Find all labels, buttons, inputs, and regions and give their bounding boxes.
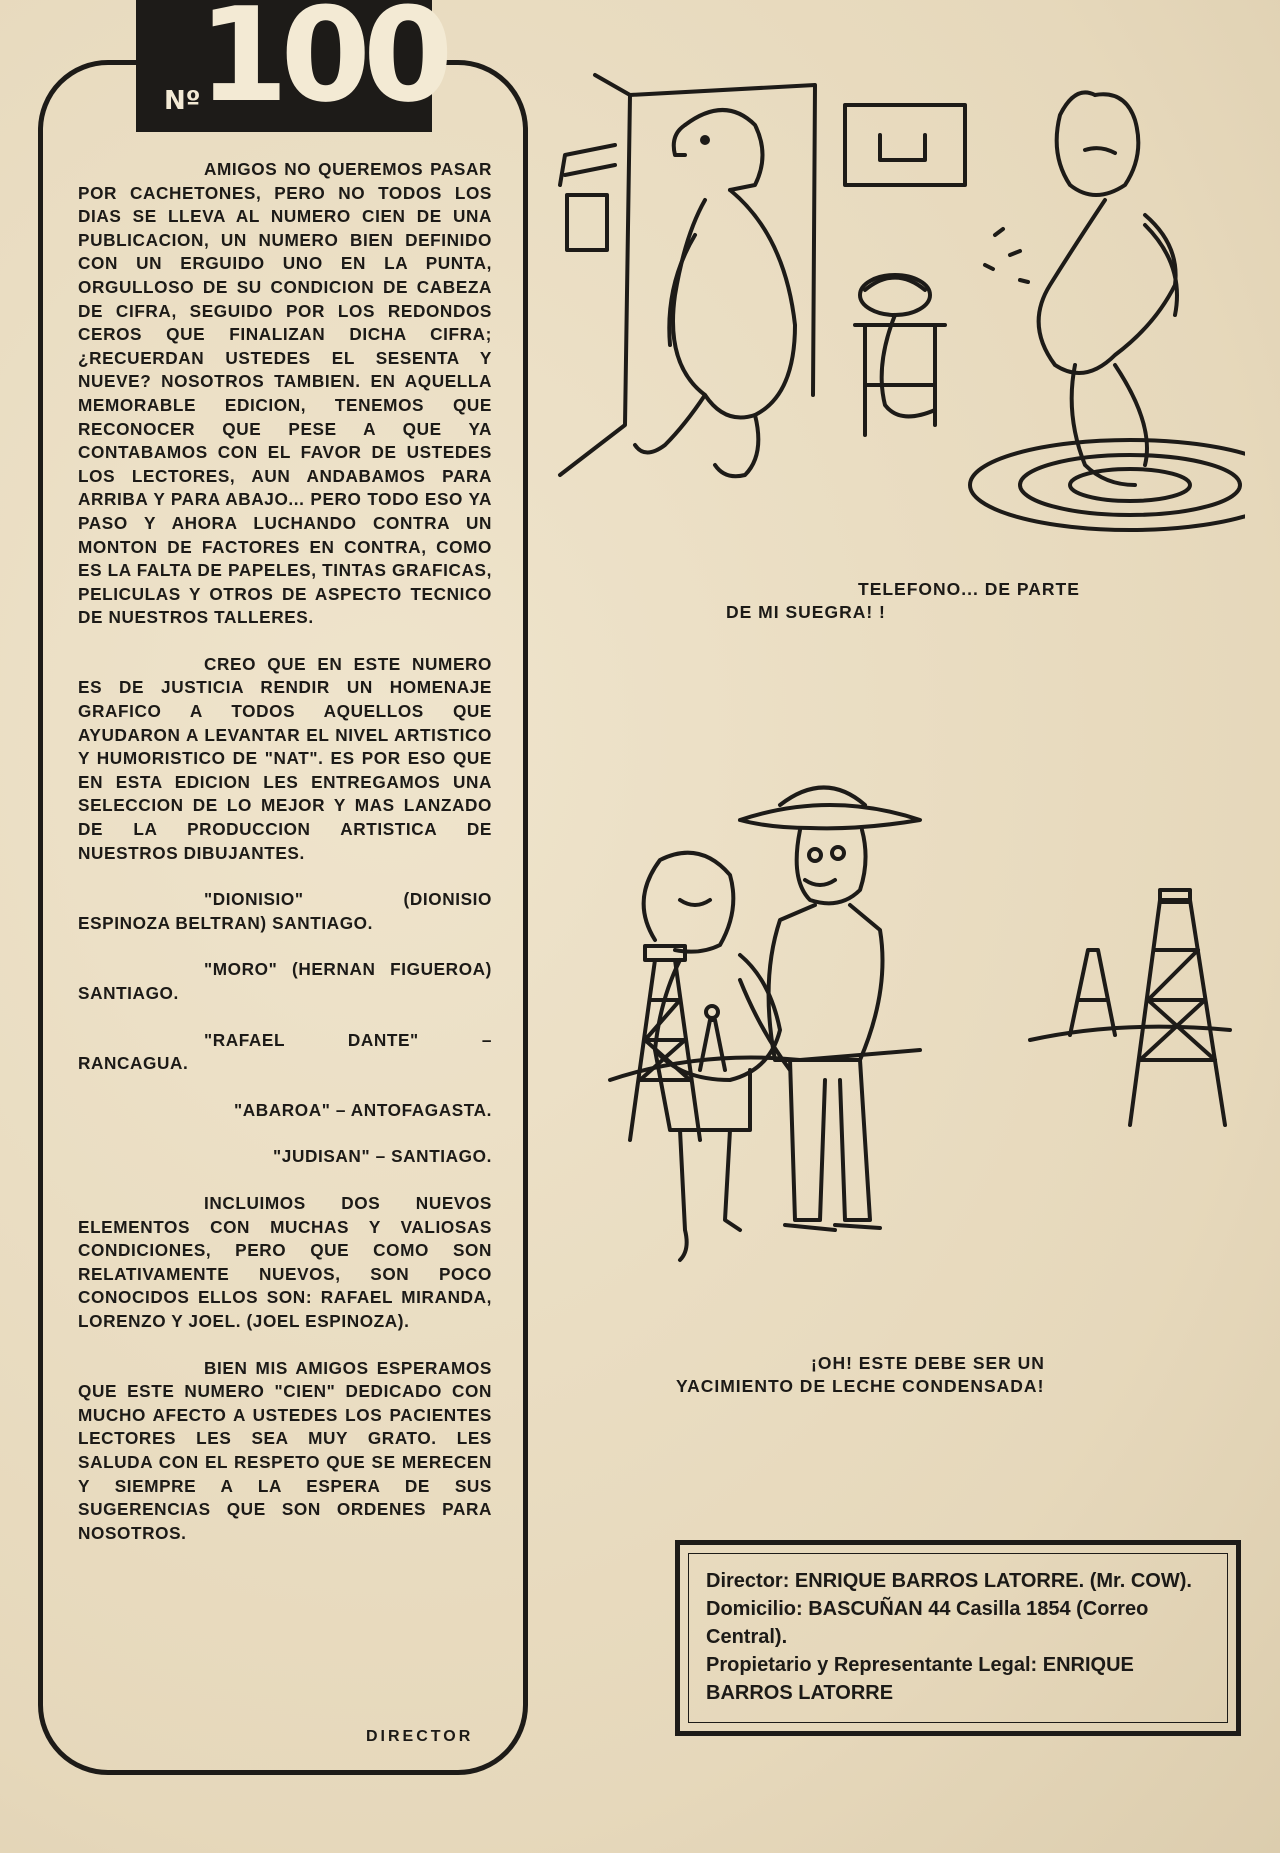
issue-number-prefix: Nº [164,86,201,116]
masthead-address: Domicilio: BASCUÑAN 44 Casilla 1854 (Correo Central). [706,1598,1149,1648]
editorial-paragraph: INCLUIMOS DOS NUEVOS ELEMENTOS CON MUCHAS Y VALIOSAS CONDICIONES, PERO QUE COMO SON RELATIVAMENTE NUEVOS, SON POCO CONOCIDOS ELLOS SON: RAFAEL MIRANDA, LORENZO Y JOEL. (JOEL ESPINOZA). [78,1192,492,1331]
caption-line: DE MI SUEGRA! ! [726,602,886,622]
cartoon-telephone-illustration [555,65,1245,555]
masthead-owner: Propietario y Representante Legal: ENRIQUE BARROS LATORRE [706,1654,1134,1704]
editorial-text [78,158,492,1568]
editorial-paragraph: AMIGOS NO QUEREMOS PASAR POR CACHETONES, PERO NO TODOS LOS DIAS SE LLEVA AL NUMERO CIEN DE UNA PUBLICACION, UN NUMERO BIEN DEFINIDO CON UN ERGUIDO UNO EN LA PUNTA, ORGULLOSO DE SU CONDICION DE CABEZA DE CIFRA, SEGUIDO POR LOS REDONDOS CEROS QUE FINALIZAN DICHA CIFRA; ¿RECUERDAN USTEDES EL SESENTA Y NUEVE? NOSOTROS TAMBIEN. EN AQUELLA MEMORABLE EDICION, TENEMOS QUE RECONOCER QUE PESE A QUE YA CONTABAMOS CON EL FAVOR DE USTEDES LOS LECTORES, AUN ANDABAMOS PARA ARRIBA Y PARA ABAJO... PERO TODO ESO YA PASO Y AHORA LUCHANDO CONTRA UN MONTON DE FACTORES EN CONTRA, COMO ES LA FALTA DE PAPELES, TINTAS GRAFICAS, PELICULAS Y OTROS DE ASPECTO TECNICO DE NUESTROS TALLERES. [78,159,492,628]
caption-line: TELEFONO... DE PARTE [858,579,1080,599]
issue-number-badge [136,0,446,132]
editorial-paragraph: BIEN MIS AMIGOS ESPERAMOS QUE ESTE NUMERO "CIEN" DEDICADO CON MUCHO AFECTO A USTEDES LOS PACIENTES LECTORES LES SEA MUY GRATO. LES SALUDA CON EL RESPETO QUE SE MERECEN Y SIEMPRE A LA ESPERA DE SUS SUGERENCIAS QUE SON ORDENES PARA NOSOTROS. [78,1357,492,1543]
caption-line: YACIMIENTO DE LECHE CONDENSADA! [676,1376,1045,1396]
masthead-director: Director: ENRIQUE BARROS LATORRE. (Mr. COW). [706,1570,1192,1592]
credit-line: "JUDISAN" – SANTIAGO. [273,1146,492,1167]
credit-line: "MORO" (HERNAN FIGUEROA) SANTIAGO. [78,959,492,1003]
editorial-paragraph: CREO QUE EN ESTE NUMERO ES DE JUSTICIA RENDIR UN HOMENAJE GRAFICO A TODOS AQUELLOS QUE AYUDARON A LEVANTAR EL NIVEL ARTISTICO Y HUMORISTICO DE "NAT". ES POR ESO QUE EN ESTA EDICION LES ENTREGAMOS UNA SELECCION DE LO MEJOR Y MAS LANZADO DE LA PRODUCCION ARTISTICA DE NUESTROS DIBUJANTES. [78,653,492,863]
credit-line: "DIONISIO" (DIONISIO ESPINOZA BELTRAN) SANTIAGO. [78,889,492,933]
credit-line: "ABAROA" – ANTOFAGASTA. [234,1099,492,1120]
masthead-text [706,1567,1226,1707]
cartoon-oilfield-illustration [600,750,1240,1350]
issue-number: 100 [198,0,446,131]
credit-line: "RAFAEL DANTE" – RANCAGUA. [78,1029,492,1074]
editorial-signature: DIRECTOR [366,1728,474,1745]
cartoon-bottom-caption [676,1352,1045,1398]
cartoon-top-caption [726,578,1080,624]
caption-line: ¡OH! ESTE DEBE SER UN [811,1353,1045,1373]
masthead-box [675,1540,1241,1736]
